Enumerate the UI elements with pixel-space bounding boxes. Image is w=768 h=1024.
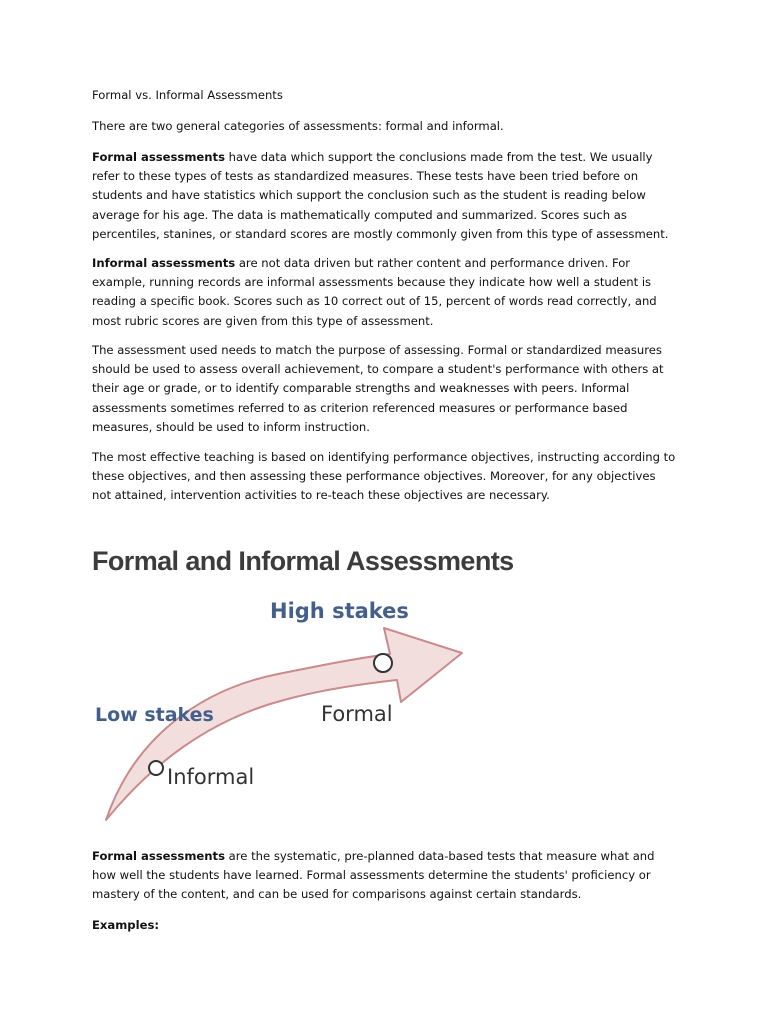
informal-term: Informal assessments xyxy=(92,256,236,270)
purpose-paragraph: The assessment used needs to match the purpose of assessing. Formal or standardized measures should be used to assess overall achievement, to compare a student's performance with others at their age or grade, or to identify comparable strengths and weaknesses with peers. Informal assessments sometimes referred to as criterion referenced measures or performance based measures, should be used to inform instruction. xyxy=(92,343,664,434)
formal-systematic-text: are the systematic, pre-planned data-based tests that measure what and how well the students have learned. Formal assessments determine the students' proficiency or mastery of the content, and can be used for comparisons against certain standards. xyxy=(92,849,655,902)
informal-label: Informal xyxy=(167,765,255,789)
formal-definition-text: have data which support the conclusions made from the test. We usually refer to these types of tests as standardized measures. These tests have been tried before on students and have statistics which support the conclusion such as the student is reading below average for his age. The data is mathematically computed and summarized. Scores such as percentiles, stanines, or standard scores are mostly commonly given from this type of assessment. xyxy=(92,150,669,241)
intro-paragraph: There are two general categories of assessments: formal and informal. xyxy=(92,119,504,133)
high-stakes-label: High stakes xyxy=(270,599,409,623)
formal-label: Formal xyxy=(321,702,393,726)
examples-label xyxy=(92,916,678,935)
informal-definition-text: are not data driven but rather content and performance driven. For example, running records are informal assessments because they indicate how well a student is reading a specific book. Scores such as 10 correct out of 15, percent of words read correctly, and most rubric scores are given from this type of assessment. xyxy=(92,256,657,328)
informal-definition-paragraph xyxy=(92,254,678,331)
formal-term-2: Formal assessments xyxy=(92,849,225,863)
low-stakes-label: Low stakes xyxy=(95,704,214,726)
section-heading: Formal and Informal Assessments xyxy=(92,546,514,576)
low-stakes-marker xyxy=(149,761,163,775)
high-stakes-marker xyxy=(374,654,392,672)
teaching-paragraph: The most effective teaching is based on identifying performance objectives, instructing according to these objectives, and then assessing these performance objectives. Moreover, for any objectives not attained, intervention activities to re-teach these objectives are necessary. xyxy=(92,450,676,503)
formal-definition-paragraph xyxy=(92,148,678,244)
formal-term: Formal assessments xyxy=(92,150,225,164)
stakes-arrow-diagram xyxy=(88,590,478,830)
formal-systematic-paragraph xyxy=(92,847,678,905)
examples-label-text: Examples: xyxy=(92,918,159,932)
document-title-line: Formal vs. Informal Assessments xyxy=(92,88,283,102)
